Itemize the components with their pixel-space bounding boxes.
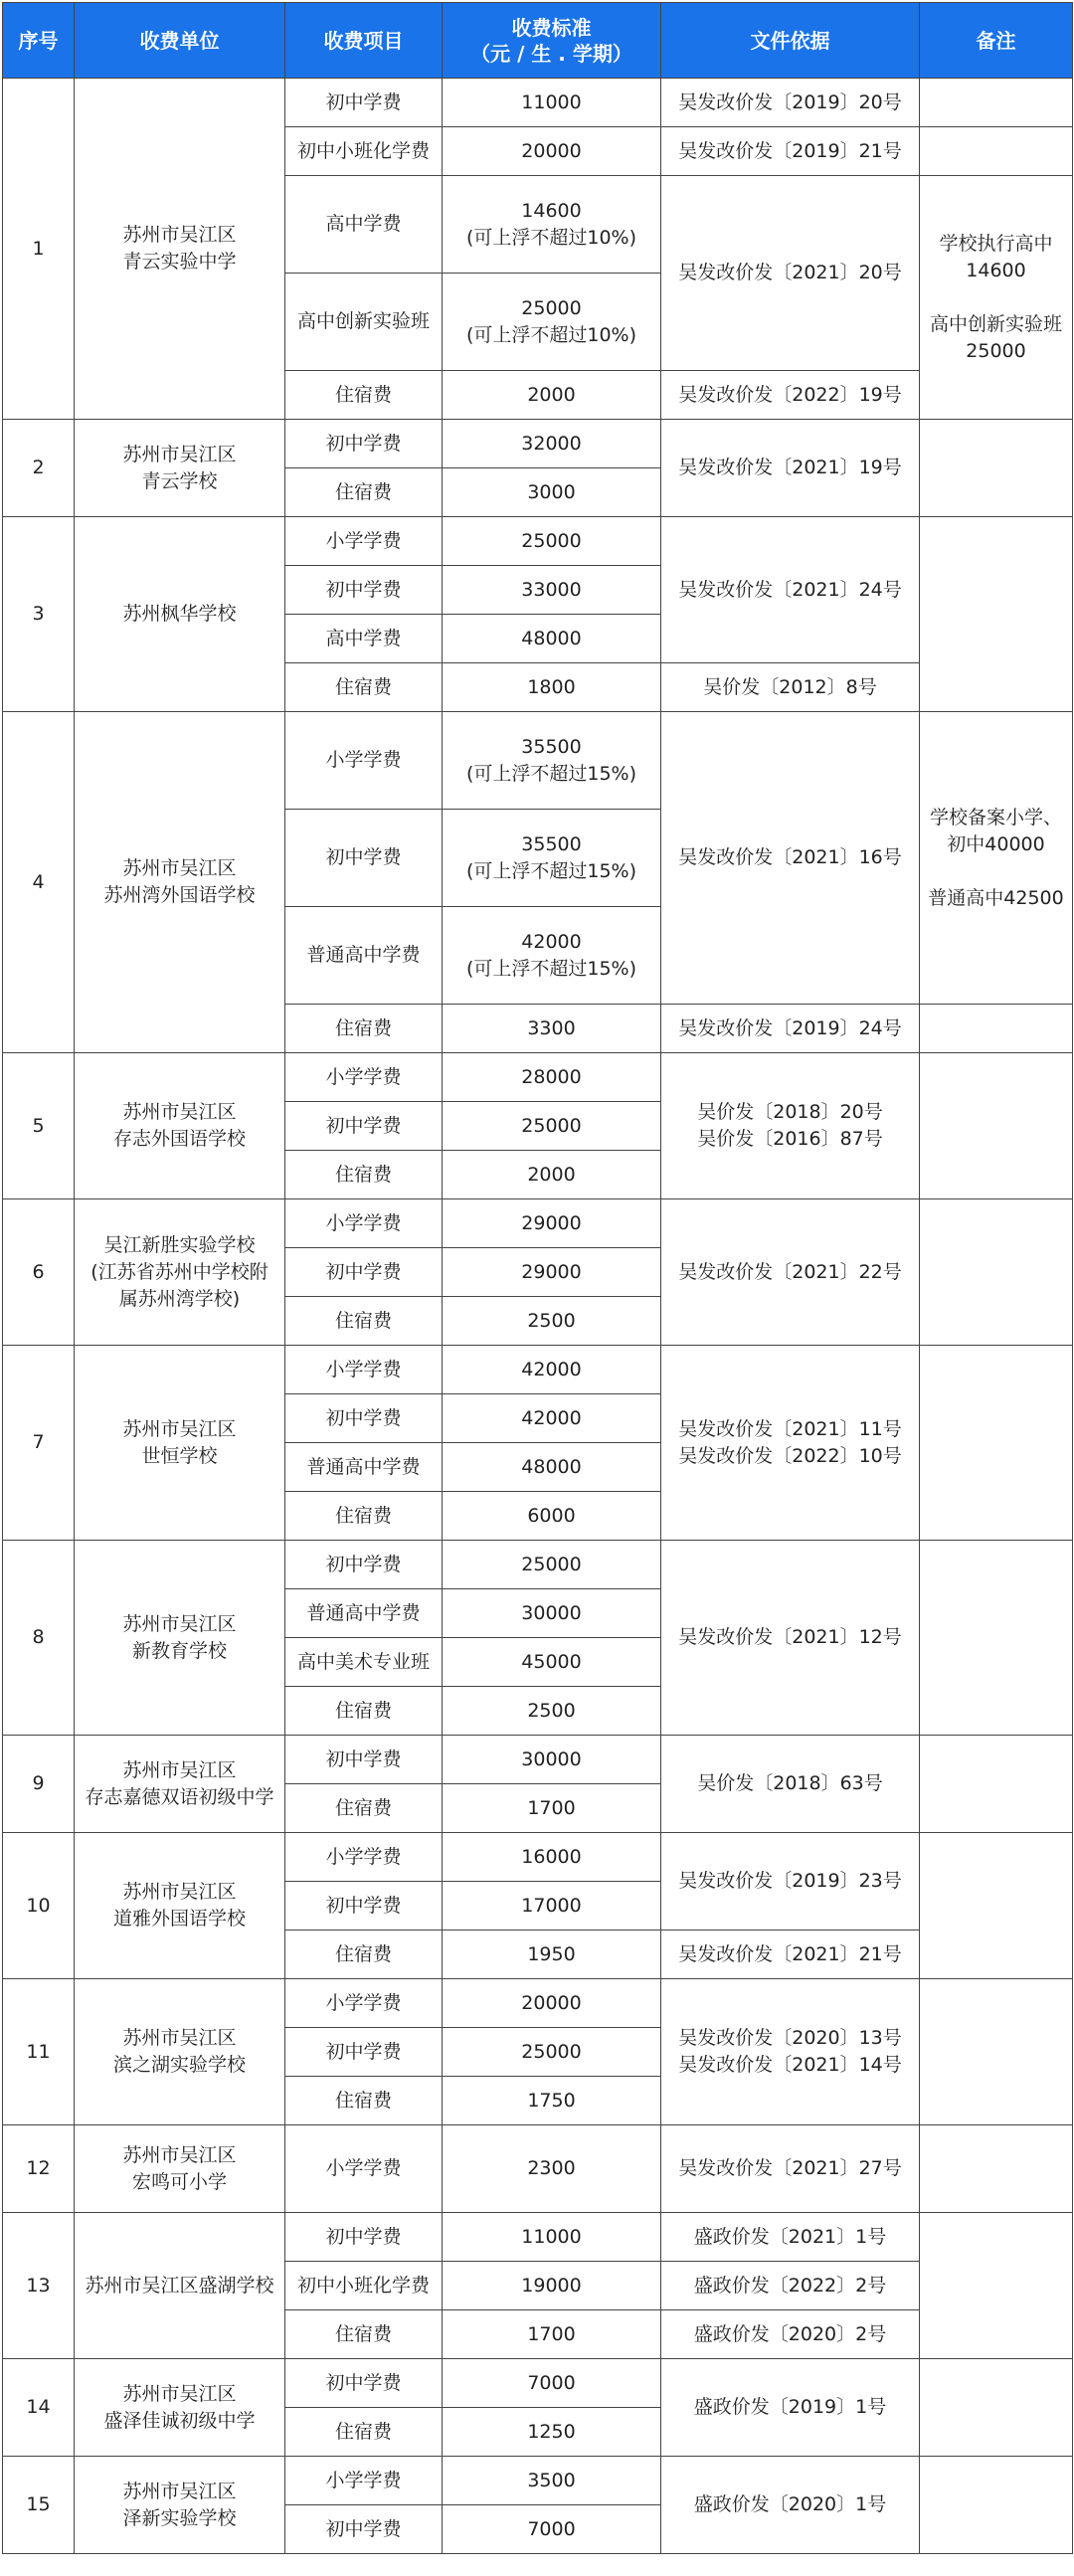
seq-cell: 1: [3, 79, 75, 420]
standard-cell: 20000: [443, 127, 661, 176]
table-row: [3, 712, 1073, 810]
item-cell: 住宿费: [285, 371, 443, 420]
standard-cell: 1800: [443, 663, 661, 712]
item-cell: 初中学费: [285, 2213, 443, 2262]
item-cell: 初中学费: [285, 1248, 443, 1297]
note-cell: [920, 1736, 1073, 1833]
standard-cell: 30000: [443, 1589, 661, 1638]
document-cell: 吴价发〔2012〕8号: [661, 663, 920, 712]
standard-cell: 28000: [443, 1053, 661, 1102]
note-cell: [920, 127, 1073, 176]
unit-cell: 苏州市吴江区 存志外国语学校: [75, 1053, 285, 1199]
standard-cell: 7000: [443, 2505, 661, 2554]
standard-cell: 29000: [443, 1248, 661, 1297]
document-cell: 吴发改价发〔2021〕12号: [661, 1541, 920, 1736]
item-cell: 住宿费: [285, 1931, 443, 1979]
table-row: [3, 79, 1073, 127]
item-cell: 初中学费: [285, 2028, 443, 2077]
note-cell: [920, 1005, 1073, 1053]
unit-cell: 苏州市吴江区 宏鸣可小学: [75, 2125, 285, 2213]
item-cell: 住宿费: [285, 663, 443, 712]
standard-cell: 35500 (可上浮不超过15%): [443, 810, 661, 907]
note-cell: [920, 1199, 1073, 1346]
item-cell: 小学学费: [285, 1979, 443, 2028]
standard-cell: 30000: [443, 1736, 661, 1784]
item-cell: 高中学费: [285, 615, 443, 663]
document-cell: 吴发改价发〔2021〕11号 吴发改价发〔2022〕10号: [661, 1346, 920, 1541]
item-cell: 普通高中学费: [285, 1443, 443, 1492]
document-cell: 吴发改价发〔2021〕20号: [661, 176, 920, 371]
standard-cell: 2300: [443, 2125, 661, 2213]
seq-cell: 4: [3, 712, 75, 1053]
item-cell: 高中美术专业班: [285, 1638, 443, 1687]
unit-cell: 苏州市吴江区 滨之湖实验学校: [75, 1979, 285, 2125]
document-cell: 盛政价发〔2020〕2号: [661, 2310, 920, 2359]
item-cell: 小学学费: [285, 1053, 443, 1102]
item-cell: 小学学费: [285, 2125, 443, 2213]
standard-cell: 16000: [443, 1833, 661, 1882]
document-cell: 盛政价发〔2022〕2号: [661, 2262, 920, 2310]
unit-cell: 苏州市吴江区 存志嘉德双语初级中学: [75, 1736, 285, 1833]
item-cell: 普通高中学费: [285, 1589, 443, 1638]
note-cell: [920, 517, 1073, 712]
item-cell: 初中学费: [285, 1736, 443, 1784]
seq-cell: 3: [3, 517, 75, 712]
header-row: [3, 3, 1073, 79]
seq-cell: 11: [3, 1979, 75, 2125]
standard-cell: 2000: [443, 371, 661, 420]
seq-cell: 10: [3, 1833, 75, 1979]
unit-cell: 苏州枫华学校: [75, 517, 285, 712]
unit-cell: 苏州市吴江区 道雅外国语学校: [75, 1833, 285, 1979]
table-row: [3, 1199, 1073, 1248]
document-cell: 盛政价发〔2020〕1号: [661, 2457, 920, 2554]
item-cell: 小学学费: [285, 2457, 443, 2505]
standard-cell: 2500: [443, 1297, 661, 1346]
standard-cell: 35500 (可上浮不超过15%): [443, 712, 661, 810]
document-cell: 吴发改价发〔2021〕27号: [661, 2125, 920, 2213]
standard-cell: 11000: [443, 79, 661, 127]
table-row: [3, 517, 1073, 566]
table-row: [3, 1833, 1073, 1882]
seq-cell: 13: [3, 2213, 75, 2359]
note-cell: [920, 2213, 1073, 2359]
item-cell: 小学学费: [285, 1346, 443, 1394]
unit-cell: 苏州市吴江区盛湖学校: [75, 2213, 285, 2359]
standard-cell: 6000: [443, 1492, 661, 1541]
item-cell: 初中学费: [285, 1541, 443, 1589]
seq-cell: 6: [3, 1199, 75, 1346]
header-item: 收费项目: [285, 3, 443, 79]
item-cell: 小学学费: [285, 1199, 443, 1248]
item-cell: 初中学费: [285, 1394, 443, 1443]
document-cell: 吴发改价发〔2019〕21号: [661, 127, 920, 176]
standard-cell: 25000: [443, 1102, 661, 1151]
item-cell: 住宿费: [285, 2408, 443, 2457]
standard-cell: 20000: [443, 1979, 661, 2028]
table-row: [3, 2359, 1073, 2408]
item-cell: 小学学费: [285, 1833, 443, 1882]
document-cell: 盛政价发〔2021〕1号: [661, 2213, 920, 2262]
table-row: [3, 1053, 1073, 1102]
standard-cell: 2000: [443, 1151, 661, 1199]
note-cell: [920, 2457, 1073, 2554]
note-cell: 学校执行高中 14600 高中创新实验班 25000: [920, 176, 1073, 420]
document-cell: 吴发改价发〔2021〕22号: [661, 1199, 920, 1346]
standard-cell: 1250: [443, 2408, 661, 2457]
note-cell: [920, 1541, 1073, 1736]
standard-cell: 1700: [443, 1784, 661, 1833]
table-row: [3, 1541, 1073, 1589]
table-row: [3, 420, 1073, 468]
note-cell: [920, 1053, 1073, 1199]
standard-cell: 33000: [443, 566, 661, 615]
item-cell: 住宿费: [285, 468, 443, 517]
standard-cell: 42000 (可上浮不超过15%): [443, 907, 661, 1005]
seq-cell: 12: [3, 2125, 75, 2213]
seq-cell: 5: [3, 1053, 75, 1199]
standard-cell: 29000: [443, 1199, 661, 1248]
item-cell: 初中学费: [285, 79, 443, 127]
standard-cell: 1950: [443, 1931, 661, 1979]
note-cell: [920, 1346, 1073, 1541]
table-row: [3, 1979, 1073, 2028]
item-cell: 小学学费: [285, 517, 443, 566]
note-cell: [920, 79, 1073, 127]
standard-cell: 1700: [443, 2310, 661, 2359]
item-cell: 初中学费: [285, 566, 443, 615]
standard-cell: 48000: [443, 1443, 661, 1492]
table-row: [3, 2457, 1073, 2505]
seq-cell: 8: [3, 1541, 75, 1736]
standard-cell: 17000: [443, 1882, 661, 1931]
document-cell: 吴价发〔2018〕63号: [661, 1736, 920, 1833]
document-cell: 吴价发〔2018〕20号 吴价发〔2016〕87号: [661, 1053, 920, 1199]
item-cell: 初中学费: [285, 2359, 443, 2408]
item-cell: 初中小班化学费: [285, 2262, 443, 2310]
fee-table: [2, 2, 1073, 2554]
unit-cell: 苏州市吴江区 青云学校: [75, 420, 285, 517]
item-cell: 住宿费: [285, 1784, 443, 1833]
document-cell: 吴发改价发〔2021〕24号: [661, 517, 920, 663]
note-cell: [920, 1979, 1073, 2125]
note-cell: [920, 420, 1073, 517]
standard-cell: 1750: [443, 2077, 661, 2125]
table-row: [3, 2213, 1073, 2262]
item-cell: 初中学费: [285, 2505, 443, 2554]
header-standard: 收费标准 （元 / 生 . 学期）: [443, 3, 661, 79]
unit-cell: 苏州市吴江区 新教育学校: [75, 1541, 285, 1736]
seq-cell: 7: [3, 1346, 75, 1541]
document-cell: 盛政价发〔2019〕1号: [661, 2359, 920, 2457]
document-cell: 吴发改价发〔2020〕13号 吴发改价发〔2021〕14号: [661, 1979, 920, 2125]
table-row: [3, 1346, 1073, 1394]
unit-cell: 苏州市吴江区 泽新实验学校: [75, 2457, 285, 2554]
standard-cell: 19000: [443, 2262, 661, 2310]
standard-cell: 42000: [443, 1346, 661, 1394]
unit-cell: 苏州市吴江区 青云实验中学: [75, 79, 285, 420]
item-cell: 普通高中学费: [285, 907, 443, 1005]
header-seq: 序号: [3, 3, 75, 79]
standard-cell: 25000: [443, 1541, 661, 1589]
item-cell: 初中学费: [285, 810, 443, 907]
standard-cell: 14600 (可上浮不超过10%): [443, 176, 661, 274]
seq-cell: 14: [3, 2359, 75, 2457]
unit-cell: 吴江新胜实验学校 (江苏省苏州中学校附 属苏州湾学校): [75, 1199, 285, 1346]
item-cell: 初中学费: [285, 1102, 443, 1151]
standard-cell: 2500: [443, 1687, 661, 1736]
note-cell: [920, 1833, 1073, 1979]
item-cell: 住宿费: [285, 2077, 443, 2125]
item-cell: 高中创新实验班: [285, 274, 443, 371]
standard-cell: 11000: [443, 2213, 661, 2262]
document-cell: 吴发改价发〔2019〕20号: [661, 79, 920, 127]
document-cell: 吴发改价发〔2021〕16号: [661, 712, 920, 1005]
standard-cell: 25000 (可上浮不超过10%): [443, 274, 661, 371]
document-cell: 吴发改价发〔2022〕19号: [661, 371, 920, 420]
standard-cell: 7000: [443, 2359, 661, 2408]
item-cell: 住宿费: [285, 1005, 443, 1053]
standard-cell: 3000: [443, 468, 661, 517]
note-cell: 学校备案小学、 初中40000 普通高中42500: [920, 712, 1073, 1005]
item-cell: 住宿费: [285, 1687, 443, 1736]
header-note: 备注: [920, 3, 1073, 79]
item-cell: 高中学费: [285, 176, 443, 274]
header-document: 文件依据: [661, 3, 920, 79]
table-row: [3, 1736, 1073, 1784]
item-cell: 初中小班化学费: [285, 127, 443, 176]
unit-cell: 苏州市吴江区 盛泽佳诚初级中学: [75, 2359, 285, 2457]
standard-cell: 3500: [443, 2457, 661, 2505]
header-unit: 收费单位: [75, 3, 285, 79]
standard-cell: 45000: [443, 1638, 661, 1687]
standard-cell: 32000: [443, 420, 661, 468]
standard-cell: 48000: [443, 615, 661, 663]
seq-cell: 9: [3, 1736, 75, 1833]
table-row: [3, 2125, 1073, 2213]
item-cell: 住宿费: [285, 1297, 443, 1346]
item-cell: 住宿费: [285, 1151, 443, 1199]
standard-cell: 25000: [443, 517, 661, 566]
item-cell: 住宿费: [285, 1492, 443, 1541]
standard-cell: 25000: [443, 2028, 661, 2077]
unit-cell: 苏州市吴江区 世恒学校: [75, 1346, 285, 1541]
unit-cell: 苏州市吴江区 苏州湾外国语学校: [75, 712, 285, 1053]
item-cell: 初中学费: [285, 1882, 443, 1931]
item-cell: 初中学费: [285, 420, 443, 468]
item-cell: 住宿费: [285, 2310, 443, 2359]
standard-cell: 3300: [443, 1005, 661, 1053]
note-cell: [920, 2359, 1073, 2457]
seq-cell: 2: [3, 420, 75, 517]
document-cell: 吴发改价发〔2021〕19号: [661, 420, 920, 517]
standard-cell: 42000: [443, 1394, 661, 1443]
document-cell: 吴发改价发〔2019〕23号: [661, 1833, 920, 1931]
seq-cell: 15: [3, 2457, 75, 2554]
note-cell: [920, 2125, 1073, 2213]
document-cell: 吴发改价发〔2019〕24号: [661, 1005, 920, 1053]
document-cell: 吴发改价发〔2021〕21号: [661, 1931, 920, 1979]
item-cell: 小学学费: [285, 712, 443, 810]
